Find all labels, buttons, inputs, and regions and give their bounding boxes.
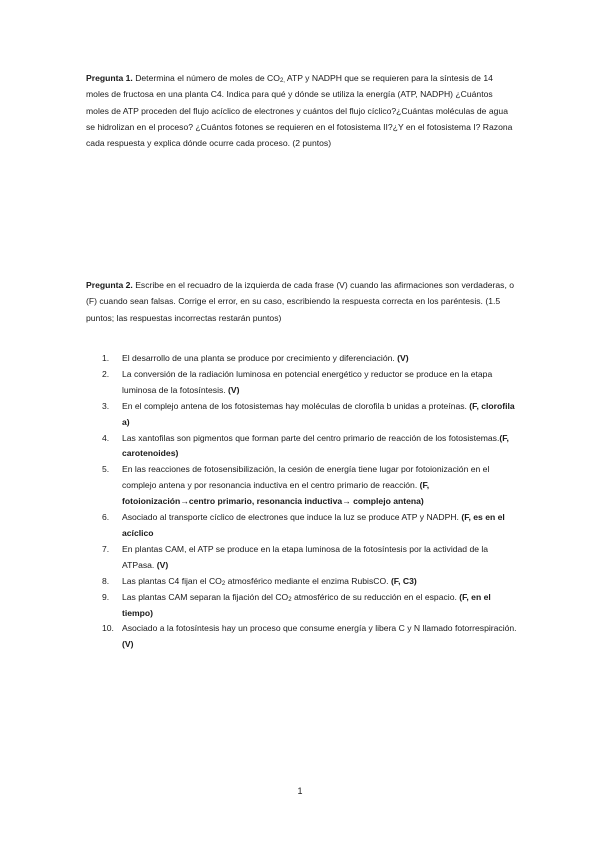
answer: (V) (397, 353, 409, 363)
item-text (122, 574, 522, 590)
answer: (F, es en el acíclico (122, 512, 505, 538)
list-item (102, 621, 522, 653)
item-number: 6. (102, 512, 110, 523)
answer: (V) (156, 559, 169, 570)
answer: (F, clorofila a) (122, 400, 515, 427)
item-number: 8. (102, 575, 110, 586)
item-text (122, 542, 522, 574)
item-number: 1. (102, 353, 110, 363)
item-number: 2. (102, 368, 110, 379)
statement: Las plantas C4 fijan el CO (122, 575, 222, 586)
statement: La conversión de la radiación luminosa en potencial energético y reductor se produce en la etapa luminosa de la fotosíntesis. (122, 368, 493, 395)
item-number: 7. (102, 543, 110, 554)
item-number: 9. (102, 591, 110, 602)
item-text (122, 510, 522, 542)
item-number: 4. (102, 432, 110, 443)
question-2-label: Pregunta 2. (86, 280, 133, 290)
list-item (102, 399, 522, 431)
answer: (F, fotoionización→centro primario, resonancia inductiva→ complejo antena) (122, 480, 430, 507)
co2-subscript: 2 (221, 580, 226, 587)
statement: En plantas CAM, el ATP se produce en la etapa luminosa de la fotosíntesis por la actividad de la ATPasa. (122, 543, 489, 570)
answer: (V) (228, 384, 240, 395)
statement-cont: atmosférico de su reducción en el espacio. (291, 591, 460, 602)
statement: En el complejo antena de los fotosistemas hay moléculas de clorofila b unidas a proteínas. (122, 400, 470, 411)
statement: El desarrollo de una planta se produce por crecimiento y diferenciación. (122, 353, 398, 363)
answer: (F, C3) (390, 575, 417, 586)
list-item (102, 351, 522, 367)
statement: En las reacciones de fotosensibilización, la cesión de energía tiene lugar por fotoionización en el complejo antena y por resonancia inductiva en el centro primario de reacción. (122, 464, 490, 491)
question-1 (86, 70, 516, 151)
statement: Las plantas CAM separan la fijación del CO (122, 591, 289, 602)
item-number: 3. (102, 400, 110, 411)
item-text (122, 399, 522, 431)
answer: (F, en el tiempo) (122, 591, 491, 618)
list-item (102, 574, 522, 590)
statement: Asociado al transporte cíclico de electrones que induce la luz se produce ATP y NADPH. (122, 512, 462, 523)
page-number: 1 (297, 786, 303, 796)
list-item (102, 462, 522, 510)
question-2-text: Escribe en el recuadro de la izquierda de cada frase (V) cuando las afirmaciones son verdaderas, o (F) cuando sean falsas. Corrige el error, en su caso, escribiendo la respuesta correcta en los paréntesis. (1.5 puntos; las respuestas incorrectas restarán puntos) (86, 280, 515, 323)
question-2 (86, 277, 516, 326)
answer: (V) (122, 639, 134, 650)
list-item (102, 367, 522, 399)
question-1-label: Pregunta 1. (86, 73, 133, 83)
co2-subscript: 2 (288, 596, 292, 603)
question-1-text-b: ATP y NADPH que se requieren para la síntesis de 14 moles de fructosa en una planta C4. Indica para qué y dónde se utiliza la energía (ATP, NADPH) ¿Cuántos moles de ATP proceden del flujo acíclico de electrones y cuántos del flujo cíclico?¿Cuántas moléculas de agua se hidrolizan en el proceso? ¿Cuántos fotones se requieren en el fotosistema II?¿Y en el fotosistema I? Razona cada respuesta y explica dónde ocurre cada proceso. (2 puntos) (86, 73, 513, 149)
statement: Asociado a la fotosíntesis hay un proceso que consume energía y libera C y N llamado fotorrespiración. (122, 623, 517, 634)
list-item (102, 590, 522, 622)
answer: (F, carotenoides) (122, 432, 509, 459)
list-item (102, 542, 522, 574)
item-text (122, 351, 522, 367)
list-item (102, 431, 522, 463)
item-text (122, 590, 522, 622)
list-item (102, 510, 522, 542)
item-number: 10. (102, 623, 114, 634)
item-text (122, 431, 522, 463)
co2-subscript: 2, (279, 78, 285, 84)
statement: Las xantofilas son pigmentos que forman parte del centro primario de reacción de los fotosistemas. (122, 432, 500, 443)
item-text (122, 621, 522, 653)
statement-cont: atmosférico mediante el enzima RubisCO. (225, 575, 391, 586)
statement-list (102, 351, 522, 653)
item-text (122, 367, 522, 399)
item-text (122, 462, 522, 510)
question-1-text-a: Determina el número de moles de CO (132, 73, 280, 83)
item-number: 5. (102, 464, 110, 475)
